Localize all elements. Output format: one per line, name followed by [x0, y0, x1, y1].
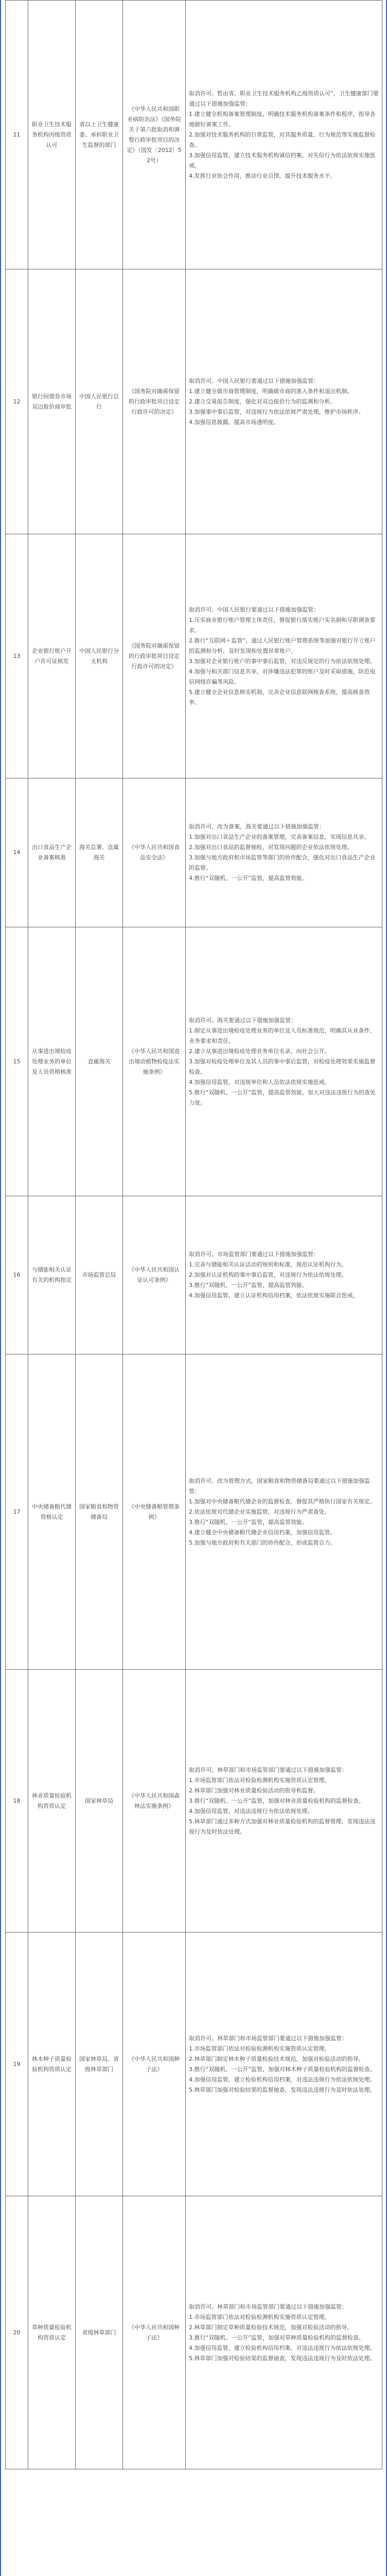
legal-basis: 《中华人民共和国种子法》 [123, 2196, 186, 2469]
row-number: 20 [6, 2196, 28, 2469]
legal-basis: 《中华人民共和国森林法实施条例》 [123, 1670, 186, 1933]
measure-paragraph: 3.加强信用监管，建立技术服务机构诚信档案，对失信行为依法依规实施惩戒。 [189, 151, 376, 169]
supervision-measures [186, 778, 382, 927]
measure-paragraph: 4.推行“双随机、一公开”监管，提高监管效能。 [189, 875, 308, 882]
table-row [6, 1196, 382, 1354]
measure-paragraph: 取消许可。暂由省、职业卫生技术服务机构乙级资质认可”，卫生健康部门要通过以下措施加强监管： [189, 90, 379, 107]
measure-paragraph: 取消许可，改为备案。海关要通过以下措施加强监管： [189, 823, 325, 830]
measure-paragraph: 取消许可。中国人民银行要通过以下措施加强监管： [189, 377, 319, 384]
legal-basis: 《中华人民共和国认证认可条例》 [123, 1196, 186, 1354]
item-name: 林木种子质量检验机构资质认定 [28, 1933, 76, 2196]
supervision-measures [186, 927, 382, 1196]
supervision-measures [186, 1354, 382, 1670]
measure-paragraph: 3.加强事中事后监管，对违规行为依法依规严肃处理，维护市场秩序。 [189, 408, 364, 415]
row-number: 19 [6, 1933, 28, 2196]
approving-department: 海关总署、直属海关 [76, 778, 123, 927]
measure-paragraph: 取消许可。林草部门和市场监管部门要通过以下措施加强监管： [189, 2035, 347, 2042]
item-name: 企业银行账户开户许可证核发 [28, 534, 76, 778]
item-name: 与储能相关认证有关的机构指定 [28, 1196, 76, 1354]
approving-department: 省以上卫生健康委、承担职业卫生监督的部门 [76, 1, 123, 269]
measure-paragraph: 取消许可。林草部门和市场监管部门要通过以下措施加强监管： [189, 2303, 347, 2310]
measure-paragraph: 4.加强信用监管，建立认证机构信用档案，依法依规实施联合惩戒。 [189, 1292, 359, 1299]
item-name: 职业卫生技术服务机构丙级资质认可 [28, 1, 76, 269]
measure-paragraph: 4.加强信用监管，建立检验机构信用档案，对违法违规行为依法依规处理。 [189, 2344, 376, 2351]
measure-paragraph: 2.建立从事进出境检疫处理业务单位名录，向社会公开。 [189, 1047, 330, 1055]
measure-paragraph: 1.完善与储能相关认证活动的规则和标准，规范认证机构行为。 [189, 1261, 347, 1268]
measure-paragraph: 2.依法依规对代储企业实施监管，对违规行为严肃查处。 [189, 1508, 330, 1515]
measure-paragraph: 5.林草部门加强对检验结果的监督抽查，发现违法违规行为及时依法处理。 [189, 2086, 376, 2093]
measure-paragraph: 5.加强与地方政府和有关部门的协作配合，形成监管合力。 [189, 1539, 336, 1546]
measure-paragraph: 2.林草部门加强对林业质量检验活动的指导和监督。 [189, 1787, 319, 1794]
supervision-measures [186, 1, 382, 269]
row-number: 16 [6, 1196, 28, 1354]
measure-paragraph: 取消许可。海关要通过以下措施加强监管： [189, 1016, 296, 1024]
measure-paragraph: 2.推行“互联网＋监管”，通过人民银行账户管理系统等加强对银行开立账户的监测和分析，及时发现和处置异常账户。 [189, 637, 376, 654]
measure-paragraph: 4.加强信用监管，对违规单位和人员依法依规实施惩戒。 [189, 1078, 330, 1086]
measure-paragraph: 4.加强信用监管，对违法违规行为依法依规处理。 [189, 1807, 313, 1815]
legal-basis: 《国务院对确需保留的行政审批项目设定行政许可的决定》 [123, 269, 186, 534]
table-row [6, 1354, 382, 1670]
row-number: 18 [6, 1670, 28, 1933]
measure-paragraph: 5.建立健全企业信息核实机制，完善企业信息联网核查系统，提高核查效率。 [189, 688, 370, 706]
left-accent-border [0, 0, 1, 2576]
item-name: 银行间债券市场双边报价商审批 [28, 269, 76, 534]
legal-basis: 《国务院对确需保留的行政审批项目设定行政许可的决定》 [123, 534, 186, 778]
item-name: 中央储备粮代储资格认定 [28, 1354, 76, 1670]
measure-paragraph: 1.加强对中央储备粮代储企业的监督检查，督促其严格执行国家有关规定。 [189, 1498, 376, 1505]
supervision-measures [186, 2196, 382, 2469]
item-name: 草种质量检验机构资质认定 [28, 2196, 76, 2469]
table-row [6, 778, 382, 927]
measure-paragraph: 2.林草部门制定草种质量检验技术规范，加强对检验活动的指导。 [189, 2324, 353, 2331]
policy-table [5, 0, 382, 2469]
approving-department: 中国人民银行分支机构 [76, 534, 123, 778]
row-number: 17 [6, 1354, 28, 1670]
measure-paragraph: 3.推行“双随机、一公开”监管，提高监管效能。 [189, 1518, 308, 1526]
table-row [6, 1933, 382, 2196]
measure-paragraph: 4.加强与相关部门信息共享，对涉嫌违法犯罪的账户及时采取措施，防范电信网络诈骗等风险。 [189, 668, 376, 685]
measure-paragraph: 1.建立健全做市商管理制度，明确做市商的准入条件和退出机制。 [189, 387, 353, 395]
measure-paragraph: 4.加强信用监管，建立检验机构信用档案，对违法违规行为依法依规处理。 [189, 2076, 376, 2083]
policy-table-body [6, 1, 382, 2469]
measure-paragraph: 1.压实商业银行账户管理主体责任，督促银行落实账户实名制和尽职调查要求。 [189, 616, 376, 634]
measure-paragraph: 2.加强对技术服务机构的日常监管，对其服务质量、行为规范等实施监督检查。 [189, 131, 376, 148]
measure-paragraph: 1.市场监管部门依法对检验检测机构实施资质认定管理。 [189, 1776, 330, 1784]
measure-paragraph: 5.林草部门加强对检验结果的监督抽查，发现违法违规行为及时依法处理。 [189, 2354, 376, 2362]
measure-paragraph: 4.加强信息披露，提高市场透明度。 [189, 418, 279, 426]
measure-paragraph: 2.建立交易报告制度，强化对双边报价行为的监测和分析。 [189, 398, 336, 405]
supervision-measures [186, 1933, 382, 2196]
measure-paragraph: 1.建立健全机构备案管理制度，明确技术服务机构备案条件和程序，指导各地做好备案工作。 [189, 110, 376, 128]
row-number: 12 [6, 269, 28, 534]
measure-paragraph: 取消许可。中国人民银行要通过以下措施加强监管： [189, 606, 319, 613]
row-number: 11 [6, 1, 28, 269]
measure-paragraph: 3.加强与地方政府和市场监管等部门的协作配合，强化对出口食品生产企业的监管。 [189, 854, 376, 871]
item-name: 从事进出境检疫处理业务的单位及人员资格核准 [28, 927, 76, 1196]
table-row [6, 2196, 382, 2469]
table-row [6, 534, 382, 778]
legal-basis: 《中华人民共和国食品安全法》 [123, 778, 186, 927]
legal-basis: 《中华人民共和国种子法》 [123, 1933, 186, 2196]
table-row [6, 927, 382, 1196]
legal-basis: 《中华人民共和国进出境动植物检疫法实施条例》 [123, 927, 186, 1196]
row-number: 15 [6, 927, 28, 1196]
approving-department: 省级林草部门 [76, 2196, 123, 2469]
measure-paragraph: 取消许可。改为管理方式。国家粮食和物资储备局要通过以下措施加强监管： [189, 1477, 370, 1495]
measure-paragraph: 5.林草部门通过多种方式加强对林业质量检验机构的监督管理，发现违法违规行为及时依法处理。 [189, 1818, 376, 1835]
supervision-measures [186, 1196, 382, 1354]
measure-paragraph: 取消许可。市场监管部门要通过以下措施加强监管： [189, 1251, 319, 1258]
approving-department: 国家林草局 [76, 1670, 123, 1933]
table-row [6, 269, 382, 534]
approving-department: 中国人民银行总行 [76, 269, 123, 534]
row-number: 14 [6, 778, 28, 927]
measure-paragraph: 1.加强对出口食品生产企业的备案管理，完善备案信息，实现信息共享。 [189, 834, 370, 840]
approving-department: 国家林草局、省级林草部门 [76, 1933, 123, 2196]
supervision-measures [186, 269, 382, 534]
item-name: 林业质量检验机构资质认定 [28, 1670, 76, 1933]
measure-paragraph: 4.发挥行业协会作用，推动行业自律，提升技术服务水平。 [189, 172, 336, 179]
approving-department: 国家粮食和物资储备局 [76, 1354, 123, 1670]
measure-paragraph: 3.推行“双随机、一公开”监管，加强对林业质量检验机构的监督检查。 [189, 1797, 364, 1804]
measure-paragraph: 3.加强对检疫处理单位及其人员的事中事后监管，对检疫处理效果实施监督检查。 [189, 1058, 376, 1075]
measure-paragraph: 3.推行“双随机、一公开”监管，提高监管效能。 [189, 1282, 308, 1289]
measure-paragraph: 3.加强对企业银行账户的事中事后监管，对违反规定的行为依法依规处理。 [189, 657, 376, 665]
measure-paragraph: 2.加强对出口食品的监督抽检，对发现问题的企业依法依规处理。 [189, 844, 353, 851]
table-row [6, 1670, 382, 1933]
measure-paragraph: 2.加强对认证机构的事中事后监管，对违规行为依法依规处理。 [189, 1272, 347, 1278]
measure-paragraph: 3.推行“双随机、一公开”监管，加强对林木种子质量检验机构的监督检查。 [189, 2065, 376, 2073]
measure-paragraph: 1.制定从事进出境检疫处理业务的单位及人员标准规范，明确其从业条件、业务要求和责任。 [189, 1027, 376, 1044]
approving-department: 直属海关 [76, 927, 123, 1196]
supervision-measures [186, 534, 382, 778]
approving-department: 市场监管总局 [76, 1196, 123, 1354]
measure-paragraph: 3.推行“双随机、一公开”监管，加强对草种质量检验机构的监督检查。 [189, 2334, 364, 2341]
row-number: 13 [6, 534, 28, 778]
legal-basis: 《中央储备粮管理条例》 [123, 1354, 186, 1670]
measure-paragraph: 1.市场监管部门依法对检验检测机构实施资质认定管理。 [189, 2045, 330, 2052]
table-row [6, 1, 382, 269]
measure-paragraph: 4.建立健全中央储备粮代储企业信用档案，加强信用监管。 [189, 1529, 336, 1536]
item-name: 出口食品生产企业备案核准 [28, 778, 76, 927]
measure-paragraph: 2.林草部门制定林木种子质量检验技术规范，加强对检验活动的指导。 [189, 2055, 364, 2062]
supervision-measures [186, 1670, 382, 1933]
measure-paragraph: 取消许可。林草部门和市场监管部门要通过以下措施加强监管： [189, 1766, 347, 1773]
legal-basis: 《中华人民共和国职业病防治法》《国务院关于第六批取消和调整行政审批项目的决定》（国发〔2012〕52号） [123, 1, 186, 269]
measure-paragraph: 5.推行“双随机、一公开”监管，提高监管效能，加大对违法违规行为的查处力度。 [189, 1089, 376, 1106]
measure-paragraph: 1.市场监管部门依法对检验检测机构实施资质认定管理。 [189, 2313, 330, 2320]
